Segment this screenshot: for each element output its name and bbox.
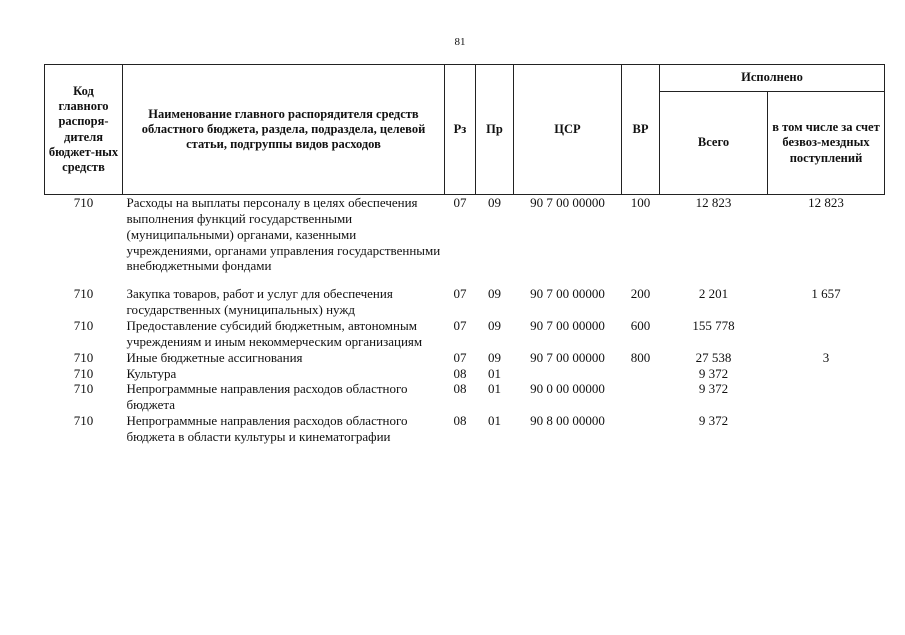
cell-csr: 90 7 00 00000	[530, 318, 605, 334]
table-row	[45, 286, 885, 318]
cell-csr: 90 0 00 00000	[530, 381, 605, 397]
header-code: Код главного распоря-дителя бюджет-ных средств	[45, 65, 123, 195]
cell-name: Непрограммные направления расходов областного бюджета	[126, 381, 408, 413]
cell-rz: 07	[453, 349, 467, 365]
header-executed: Исполнено	[660, 65, 885, 92]
cell-total: 9 372	[698, 365, 729, 381]
cell-rz: 08	[453, 413, 467, 429]
cell-total: 27 538	[695, 349, 732, 365]
cell-name: Расходы на выплаты персоналу в целях обеспечения выполнения функций государственными (муниципальными) органами, казенными учреждениями, органами управления государственными внебюджетными фондами	[126, 195, 441, 274]
header-vr: ВР	[622, 65, 660, 195]
cell-vr	[622, 366, 660, 382]
cell-vr: 200	[630, 286, 651, 302]
cell-total: 2 201	[698, 286, 729, 302]
table-row	[45, 350, 885, 366]
cell-code: 710	[73, 413, 94, 429]
cell-csr: 90 8 00 00000	[530, 413, 605, 429]
cell-rz: 08	[453, 365, 467, 381]
cell-incl: 1 657	[811, 286, 841, 302]
cell-pr: 09	[488, 318, 501, 334]
cell-code: 710	[73, 318, 94, 334]
table-row	[45, 366, 885, 382]
cell-incl	[768, 413, 885, 445]
cell-total: 9 372	[698, 413, 729, 429]
cell-code: 710	[73, 381, 94, 397]
cell-code: 710	[73, 195, 94, 210]
cell-csr: 90 7 00 00000	[530, 349, 605, 365]
cell-name: Культура	[126, 365, 177, 381]
cell-vr	[622, 413, 660, 445]
header-total: Всего	[660, 92, 768, 195]
cell-total: 12 823	[695, 195, 732, 210]
table-row	[45, 195, 885, 287]
cell-code: 710	[73, 286, 94, 302]
table-row	[45, 381, 885, 413]
header-name: Наименование главного распорядителя средств областного бюджета, раздела, подраздела, целевой статьи, подгруппы видов расходов	[123, 65, 445, 195]
cell-pr: 09	[488, 349, 501, 365]
cell-rz: 07	[453, 286, 467, 302]
cell-vr: 100	[630, 195, 651, 210]
table-row	[45, 413, 885, 445]
cell-name: Иные бюджетные ассигнования	[126, 349, 303, 365]
header-csr: ЦСР	[514, 65, 622, 195]
cell-rz: 07	[453, 318, 467, 334]
cell-rz: 07	[453, 195, 467, 210]
cell-pr: 01	[488, 381, 501, 397]
cell-name: Закупка товаров, работ и услуг для обеспечения государственных (муниципальных) нужд	[126, 286, 393, 318]
cell-pr: 09	[488, 286, 501, 302]
cell-pr: 01	[488, 365, 501, 381]
header-rz: Рз	[445, 65, 476, 195]
cell-name: Непрограммные направления расходов областного бюджета в области культуры и кинематографии	[126, 413, 408, 445]
cell-incl: 12 823	[808, 195, 844, 210]
header-pr: Пр	[476, 65, 514, 195]
cell-csr: 90 7 00 00000	[530, 195, 605, 210]
cell-vr: 600	[630, 318, 651, 334]
page-number: 81	[454, 36, 466, 48]
cell-rz: 08	[453, 381, 467, 397]
cell-name: Предоставление субсидий бюджетным, автономным учреждениям и иным некоммерческим организациям	[126, 318, 423, 349]
cell-incl: 3	[822, 349, 830, 365]
cell-vr	[622, 381, 660, 413]
header-incl: в том числе за счет безвоз-мездных поступлений	[768, 92, 885, 195]
cell-total: 155 778	[692, 318, 735, 334]
cell-total: 9 372	[698, 381, 729, 397]
cell-code: 710	[73, 365, 94, 381]
cell-incl	[768, 366, 885, 382]
cell-pr: 01	[488, 413, 501, 429]
cell-vr: 800	[630, 349, 651, 365]
cell-code: 710	[73, 349, 94, 365]
cell-csr: 90 7 00 00000	[530, 286, 605, 302]
table-row	[45, 318, 885, 350]
cell-incl	[768, 381, 885, 413]
budget-table	[44, 64, 885, 445]
cell-pr: 09	[488, 195, 501, 210]
cell-csr	[514, 366, 622, 382]
cell-incl	[768, 318, 885, 350]
